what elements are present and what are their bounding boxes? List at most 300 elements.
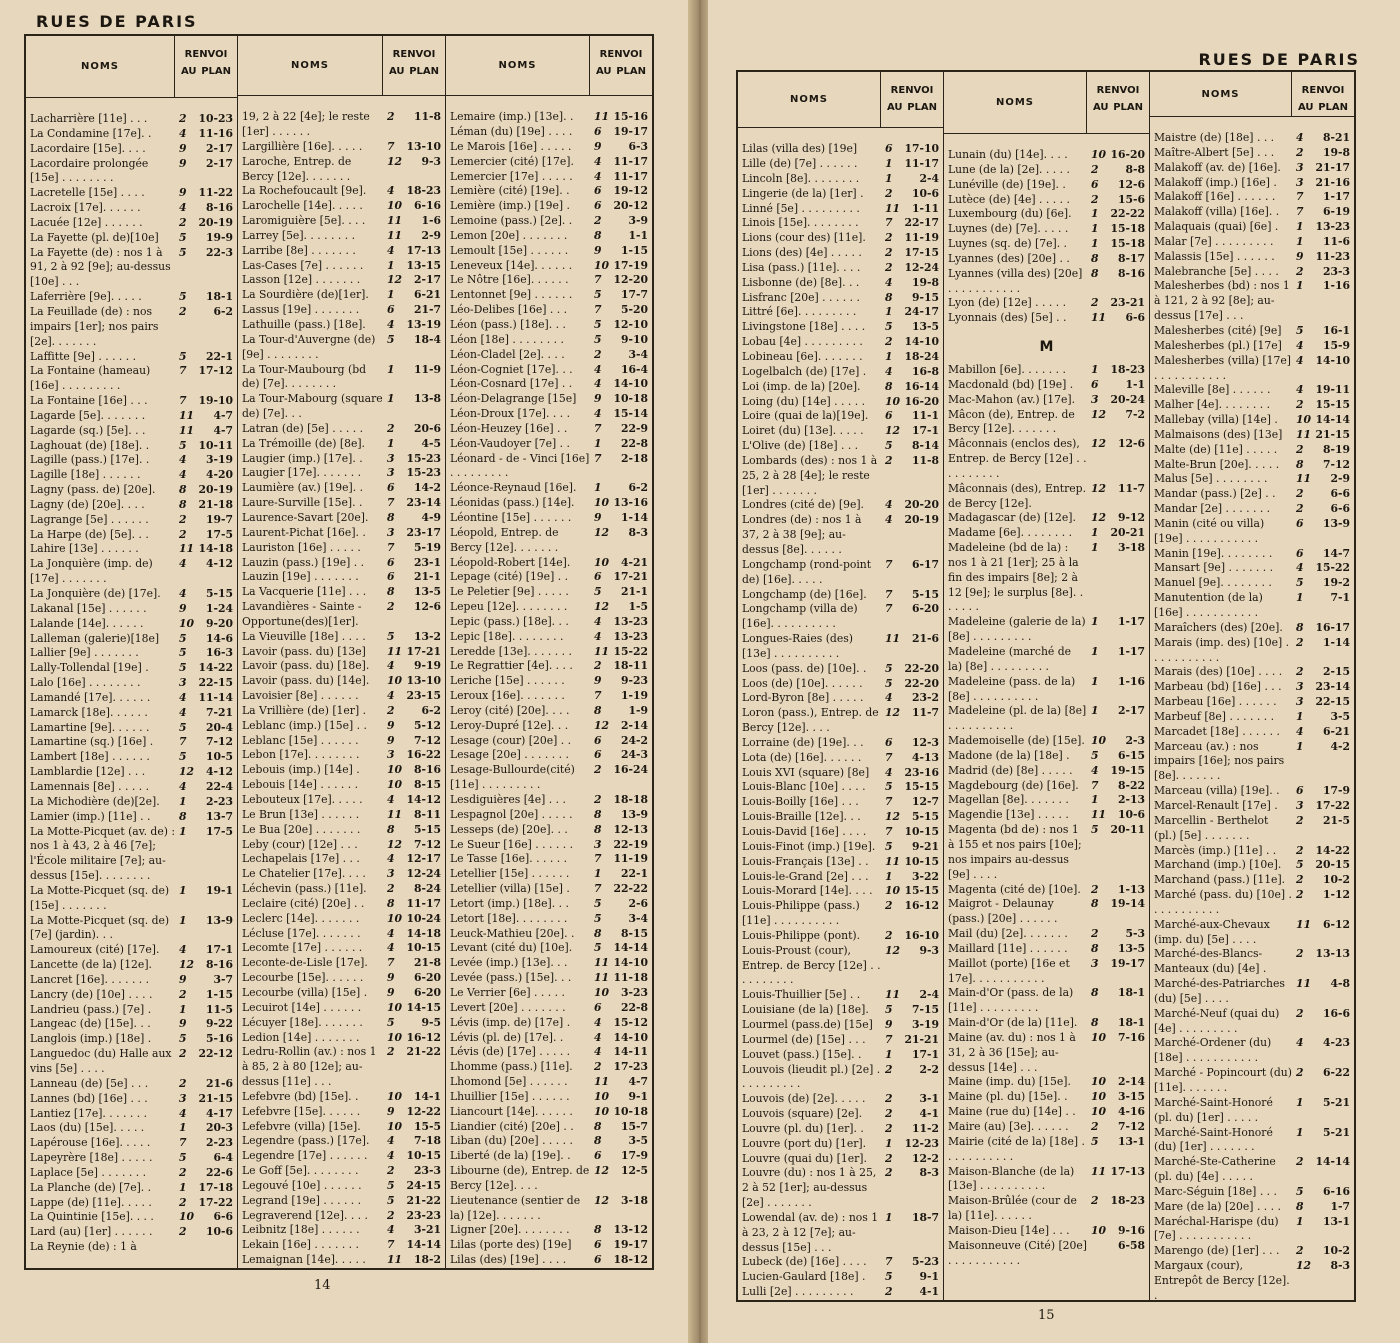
street-name: Luxembourg (du) [6e]. <box>948 207 1072 221</box>
plan-ref: 12-24 <box>904 260 939 274</box>
street-entry <box>738 662 943 677</box>
street-entry <box>1150 428 1354 443</box>
street-entry <box>238 986 445 1001</box>
arrondissement-ref: 5 <box>594 941 602 955</box>
street-entry <box>944 1194 1149 1224</box>
plan-ref: 2-18 <box>620 451 648 465</box>
plan-ref: 11-8 <box>413 110 441 124</box>
plan-ref: 5-16 <box>205 1032 233 1046</box>
plan-ref: 20-19 <box>904 513 939 527</box>
arrondissement-ref: 4 <box>387 852 395 866</box>
street-name: Marbeau (bd) [16e] . . . <box>1154 680 1282 694</box>
street-name: Loos (pass. de) [10e]. . <box>742 661 867 675</box>
plan-ref: 2-13 <box>1117 793 1145 807</box>
plan-ref: 6-15 <box>1117 748 1145 762</box>
street-name: Malebranche [5e] . . . . <box>1154 264 1279 278</box>
arrondissement-ref: 1 <box>885 305 893 319</box>
street-entry <box>1150 695 1354 710</box>
header-renvoi <box>881 72 943 127</box>
plan-ref: 12-6 <box>413 600 441 614</box>
plan-ref: 18-2 <box>413 1253 441 1267</box>
street-name: Léonidas (pass.) [14e]. <box>450 496 575 510</box>
page-number: 15 <box>1038 1308 1055 1323</box>
street-entry <box>1150 265 1354 280</box>
street-name: Leconte-de-Lisle [17e]. <box>242 956 368 970</box>
plan-ref: 13-16 <box>613 496 648 510</box>
plan-ref: 22-12 <box>198 1047 233 1061</box>
street-entry <box>446 1075 652 1090</box>
street-name: Lancret [16e]. . . . . . . <box>30 972 150 986</box>
header-plan: PLAN <box>201 66 231 77</box>
street-entry <box>1150 665 1354 680</box>
street-name: Lamblardie [12e] . . . <box>30 765 146 779</box>
street-name: Lourmel (de) [15e] . . . <box>742 1032 866 1046</box>
street-name: Léon-Cogniet [17e]. . . <box>450 362 573 376</box>
plan-ref: 14-14 <box>406 1238 441 1252</box>
plan-ref: 23-1 <box>413 555 441 569</box>
arrondissement-ref: 10 <box>387 778 403 792</box>
plan-ref: 9-3 <box>919 943 939 957</box>
plan-ref: 5-21 <box>1322 1125 1350 1139</box>
arrondissement-ref: 7 <box>885 795 893 809</box>
arrondissement-ref: 5 <box>179 438 187 452</box>
street-entry <box>446 377 652 392</box>
street-name: Lassus [19e] . . . . . . . <box>242 303 360 317</box>
street-entry <box>446 556 652 571</box>
street-name: Londres (de) : nos 1 à 37, 2 à 38 [9e]; au-dessus [8e]. . . . . . <box>742 513 862 556</box>
plan-ref: 21-16 <box>1315 175 1350 189</box>
plan-ref: 10-24 <box>406 911 441 925</box>
arrondissement-ref: 5 <box>1091 1134 1099 1148</box>
street-name: Lefebvre [15e]. . . . . . <box>242 1104 361 1118</box>
street-entry <box>26 1032 237 1047</box>
street-name: La Fayette (de) : nos 1 à 91, 2 à 92 [9e]; au-dessus [10e] . . . <box>30 245 171 289</box>
plan-ref: 7-1 <box>1330 591 1350 605</box>
street-entry <box>738 944 943 989</box>
street-name: Leriche [15e] . . . . . . <box>450 674 565 688</box>
arrondissement-ref: 3 <box>1296 695 1304 709</box>
plan-ref: 19-12 <box>613 184 648 198</box>
plan-ref: 23-15 <box>406 689 441 703</box>
plan-ref: 11-1 <box>911 409 939 423</box>
plan-ref: 17-9 <box>620 1149 648 1163</box>
plan-ref: 10-15 <box>904 854 939 868</box>
street-name: Marbeau [16e] . . . . . . <box>1154 695 1277 709</box>
street-entry <box>238 541 445 556</box>
plan-ref: 4-20 <box>205 468 233 482</box>
plan-ref: 16-17 <box>1315 620 1350 634</box>
plan-ref: 4-9 <box>421 510 441 524</box>
street-entry <box>446 1223 652 1238</box>
plan-ref: 4-8 <box>1330 977 1350 991</box>
arrondissement-ref: 4 <box>387 243 395 257</box>
street-entry <box>26 825 237 884</box>
street-name: Logelbalch (de) [17e] . <box>742 364 867 378</box>
plan-ref: 21-6 <box>911 632 939 646</box>
arrondissement-ref: 11 <box>1296 472 1312 486</box>
plan-ref: 20-15 <box>1315 858 1350 872</box>
street-entry <box>944 148 1149 163</box>
plan-ref: 11-22 <box>198 186 233 200</box>
plan-ref: 12-3 <box>911 735 939 749</box>
street-entry <box>26 350 237 365</box>
plan-ref: 13-1 <box>1322 1214 1350 1228</box>
arrondissement-ref: 2 <box>885 1062 893 1076</box>
arrondissement-ref: 4 <box>179 705 187 719</box>
street-entry <box>1150 235 1354 250</box>
header-renvoi-label: RENVOI <box>1301 85 1345 96</box>
street-name: Lavoir (pass. du) [18e]. <box>242 659 370 673</box>
arrondissement-ref: 8 <box>179 483 187 497</box>
street-name: Lagarde (sq.) [5e]. . . <box>30 423 146 437</box>
street-entry <box>446 244 652 259</box>
plan-ref: 22-4 <box>205 779 233 793</box>
arrondissement-ref: 8 <box>1296 1199 1304 1213</box>
arrondissement-ref: 1 <box>1091 541 1099 555</box>
arrondissement-ref: 4 <box>387 1134 395 1148</box>
plan-ref: 3-1 <box>919 1092 939 1106</box>
arrondissement-ref: 9 <box>387 971 395 985</box>
street-entry <box>26 884 237 914</box>
street-entry <box>944 675 1149 705</box>
street-entry <box>944 163 1149 178</box>
street-entry <box>738 1255 943 1270</box>
street-name: Lemoine (pass.) [2e]. . <box>450 214 573 228</box>
plan-ref: 11-6 <box>1322 234 1350 248</box>
plan-ref: 12-13 <box>613 822 648 836</box>
street-entry <box>738 1107 943 1122</box>
arrondissement-ref: 2 <box>387 1045 395 1059</box>
street-name: La Vacquerie [11e] . . . <box>242 585 367 599</box>
plan-ref: 14-6 <box>205 631 233 645</box>
plan-ref: 19-9 <box>205 230 233 244</box>
street-entry <box>26 364 237 394</box>
header-noms: NOMS <box>738 72 881 127</box>
street-entry <box>26 617 237 632</box>
street-entry <box>238 719 445 734</box>
plan-ref: 8-3 <box>628 525 648 539</box>
plan-ref: 15-18 <box>1110 237 1145 251</box>
street-name: Marcel-Renault [17e] . <box>1154 798 1278 812</box>
arrondissement-ref: 6 <box>1091 177 1099 191</box>
plan-ref: 16-20 <box>904 394 939 408</box>
plan-ref: 15-14 <box>613 407 648 421</box>
plan-ref: 8-8 <box>1125 162 1145 176</box>
plan-ref: 15-5 <box>413 1119 441 1133</box>
street-name: Marché-Ordener (du) [18e] . . . . . . . . . . . <box>1154 1036 1272 1065</box>
plan-ref: 5-3 <box>1125 927 1145 941</box>
plan-ref: 1-17 <box>1322 190 1350 204</box>
street-entry <box>446 971 652 986</box>
plan-ref: 4-2 <box>1330 739 1350 753</box>
street-name: Larribe [8e] . . . . . . . <box>242 243 356 257</box>
plan-ref: 7-16 <box>1117 1030 1145 1044</box>
street-entry <box>238 956 445 971</box>
arrondissement-ref: 12 <box>1296 1259 1312 1273</box>
arrondissement-ref: 1 <box>179 1180 187 1194</box>
arrondissement-ref: 7 <box>387 139 395 153</box>
street-name: La Fayette (pl. de)[10e] <box>30 230 159 244</box>
street-entry <box>738 795 943 810</box>
street-name: Léon (pass.) [18e]. . . <box>450 318 566 331</box>
plan-ref: 15-7 <box>620 1119 648 1133</box>
street-name: Leibnitz [18e] . . . . . . <box>242 1223 360 1237</box>
street-name: Magdebourg (de) [16e]. <box>948 778 1079 792</box>
street-entry <box>26 1107 237 1122</box>
street-entry <box>238 184 445 199</box>
street-entry <box>1150 161 1354 176</box>
plan-ref: 1-16 <box>1117 674 1145 688</box>
street-name: Lowendal (av. de) : nos 1 à 23, 2 à 12 [7e]; au-dessus [15e] . . . <box>742 1210 879 1254</box>
street-entry <box>1150 1096 1354 1126</box>
plan-ref: 13-5 <box>911 320 939 334</box>
street-entry <box>446 259 652 274</box>
plan-ref: 8-22 <box>1117 778 1145 792</box>
street-name: Mâconnais (enclos des), Entrep. de Bercy [12e] . . . . . . . . . . <box>948 437 1087 480</box>
plan-ref: 18-1 <box>1117 1016 1145 1030</box>
arrondissement-ref: 1 <box>179 1121 187 1135</box>
street-entry <box>944 207 1149 222</box>
arrondissement-ref: 8 <box>594 807 602 821</box>
street-entry <box>446 229 652 244</box>
plan-ref: 17-5 <box>205 824 233 838</box>
street-entry <box>944 178 1149 193</box>
street-name: Madame [6e]. . . . . . . . <box>948 526 1073 540</box>
street-name: Lunéville (de) [19e]. . <box>948 177 1066 191</box>
street-entry <box>26 305 237 350</box>
street-entry <box>446 1134 652 1149</box>
plan-ref: 14-1 <box>413 1089 441 1103</box>
street-name: Manin [19e]. . . . . . . . <box>1154 546 1273 560</box>
street-name: La Tour-Maubourg (bd de) [7e]. . . . . . . . <box>242 362 367 391</box>
plan-ref: 6-6 <box>1125 311 1145 325</box>
street-entry <box>738 231 943 246</box>
plan-ref: 11-16 <box>198 126 233 140</box>
plan-ref: 11-14 <box>198 690 233 704</box>
arrondissement-ref: 1 <box>885 350 893 363</box>
arrondissement-ref: 9 <box>387 985 395 999</box>
arrondissement-ref: 1 <box>885 1210 893 1224</box>
arrondissement-ref: 3 <box>387 451 395 465</box>
plan-ref: 18-23 <box>1110 1194 1145 1208</box>
arrondissement-ref: 2 <box>1091 927 1099 941</box>
plan-ref: 10-11 <box>198 438 233 452</box>
street-entry <box>238 1031 445 1046</box>
street-name: Le Chatelier [17e]. . . . <box>242 867 366 881</box>
street-name: Lebouis [14e] . . . . . . <box>242 778 359 792</box>
plan-ref: 18-23 <box>1110 362 1145 376</box>
street-name: Lekain [16e] . . . . . . . <box>242 1238 359 1252</box>
street-entry <box>738 1285 943 1300</box>
street-entry <box>1150 383 1354 398</box>
street-name: Lyannes (villa des) [20e] . . . . . . . . . . . <box>948 266 1083 295</box>
plan-ref: 2-17 <box>205 141 233 155</box>
street-entry <box>944 1120 1149 1135</box>
plan-ref: 9-23 <box>620 674 648 688</box>
arrondissement-ref: 5 <box>179 1032 187 1046</box>
plan-ref: 6-6 <box>1330 487 1350 501</box>
arrondissement-ref: 8 <box>885 290 893 304</box>
plan-ref: 11-17 <box>613 154 648 168</box>
arrondissement-ref: 4 <box>1091 763 1099 777</box>
plan-ref: 17-5 <box>205 527 233 541</box>
street-entry <box>26 231 237 246</box>
street-name: Le Peletier [9e] . . . . . <box>450 585 569 599</box>
street-entry <box>738 1122 943 1137</box>
street-name: Lilas (villa des) [19e] <box>742 142 858 156</box>
plan-ref: 16-6 <box>1322 1006 1350 1020</box>
street-entry <box>738 677 943 692</box>
arrondissement-ref: 1 <box>885 1136 893 1150</box>
street-name: La Tour-d'Auvergne (de) [9e] . . . . . . . . <box>242 332 376 361</box>
plan-ref: 24-17 <box>904 305 939 319</box>
street-entry <box>1150 547 1354 562</box>
arrondissement-ref: 5 <box>179 750 187 764</box>
plan-ref: 16-12 <box>904 899 939 913</box>
street-entry <box>26 795 237 810</box>
street-entry <box>446 1253 652 1268</box>
plan-ref: 13-5 <box>413 585 441 599</box>
street-entry <box>446 585 652 600</box>
arrondissement-ref: 1 <box>1091 526 1099 540</box>
street-entry <box>944 1031 1149 1076</box>
running-head: RUES DE PARIS <box>1198 50 1360 69</box>
street-name: Liban (du) [20e] . . . . . <box>450 1134 573 1148</box>
arrondissement-ref: 11 <box>594 1075 610 1089</box>
street-entry <box>738 751 943 766</box>
street-name: Landrieu (pass.) [7e] . <box>30 1002 152 1016</box>
street-name: Lemaignan [14e]. . . . . <box>242 1253 366 1267</box>
plan-ref: 14-22 <box>1315 843 1350 857</box>
arrondissement-ref: 2 <box>885 1107 893 1121</box>
plan-ref: 1-17 <box>1117 645 1145 658</box>
entry-list <box>26 98 237 1255</box>
street-entry <box>944 378 1149 393</box>
plan-ref: 14-2 <box>413 481 441 495</box>
plan-ref: 3-9 <box>628 214 648 228</box>
plan-ref: 3-21 <box>413 1223 441 1237</box>
arrondissement-ref: 5 <box>885 439 893 453</box>
street-entry <box>738 1137 943 1152</box>
arrondissement-ref: 3 <box>1091 956 1099 970</box>
street-entry <box>1150 146 1354 161</box>
plan-ref: 16-10 <box>904 928 939 942</box>
arrondissement-ref: 6 <box>1296 516 1304 530</box>
arrondissement-ref: 3 <box>387 466 395 480</box>
street-entry <box>26 127 237 142</box>
street-name: Libourne (de), Entrep. de Bercy [12e]. . . . <box>450 1164 590 1192</box>
street-name: Leblanc (imp.) [15e] . . <box>242 718 367 732</box>
street-entry <box>26 201 237 216</box>
plan-ref: 19-11 <box>1315 383 1350 397</box>
street-entry <box>26 691 237 706</box>
arrondissement-ref: 6 <box>885 409 893 423</box>
street-entry <box>446 437 652 452</box>
arrondissement-ref: 4 <box>179 1106 187 1120</box>
street-entry <box>238 466 445 481</box>
street-entry <box>26 973 237 988</box>
street-entry <box>238 244 445 259</box>
street-name: Mandar [2e] . . . . . . . <box>1154 502 1271 516</box>
plan-ref: 23-21 <box>1110 296 1145 310</box>
street-entry <box>238 1134 445 1149</box>
plan-ref: 11-17 <box>406 896 441 910</box>
street-name: La Harpe (de) [5e]. . . <box>30 527 149 541</box>
street-name: Lieutenance (sentier de la) [12e]. . . . . . . <box>450 1193 581 1222</box>
street-name: Maraîchers (des) [20e]. <box>1154 620 1283 634</box>
plan-ref: 15-6 <box>1117 192 1145 206</box>
plan-ref: 2-4 <box>919 988 939 1002</box>
street-name: Lauzin (pass.) [19e] . . <box>242 555 365 569</box>
street-name: Legouvé [10e] . . . . . . <box>242 1178 362 1192</box>
street-entry <box>738 1018 943 1033</box>
street-entry <box>446 125 652 140</box>
street-name: Legrand [19e] . . . . . . <box>242 1193 362 1207</box>
street-name: Lepic (pass.) [18e]. . . <box>450 614 569 628</box>
street-entry <box>238 867 445 882</box>
arrondissement-ref: 1 <box>594 481 602 495</box>
index-column <box>446 36 652 1268</box>
street-entry <box>26 1092 237 1107</box>
plan-ref: 11-7 <box>911 706 939 720</box>
plan-ref: 4-12 <box>205 765 233 779</box>
header-sub <box>383 63 445 80</box>
street-entry <box>446 793 652 808</box>
arrondissement-ref: 2 <box>885 246 893 260</box>
plan-ref: 6-21 <box>413 288 441 302</box>
arrondissement-ref: 1 <box>179 913 187 927</box>
plan-ref: 15-23 <box>406 451 441 465</box>
street-entry <box>446 704 652 719</box>
street-name: Lincoln [8e]. . . . . . . . <box>742 171 860 185</box>
arrondissement-ref: 4 <box>594 1030 602 1044</box>
arrondissement-ref: 12 <box>387 837 403 851</box>
plan-ref: 20-12 <box>613 199 648 213</box>
street-name: Latran (de) [5e] . . . . . <box>242 421 364 435</box>
street-entry <box>944 645 1149 675</box>
street-entry <box>238 140 445 155</box>
street-name: Manin (cité ou villa) [19e] . . . . . . . . . . . <box>1154 516 1265 545</box>
plan-ref: 10-6 <box>205 1225 233 1239</box>
plan-ref: 13-10 <box>406 674 441 688</box>
arrondissement-ref: 1 <box>1091 645 1099 658</box>
arrondissement-ref: 6 <box>1296 784 1304 798</box>
street-name: Larochelle [14e]. . . . . <box>242 199 363 213</box>
plan-ref: 21-15 <box>1315 427 1350 441</box>
street-entry <box>738 439 943 454</box>
street-entry <box>944 252 1149 267</box>
street-name: Lacuée [12e] . . . . . . <box>30 215 143 229</box>
street-name: Lubeck (de) [16e] . . . . <box>742 1255 867 1269</box>
arrondissement-ref: 5 <box>594 585 602 599</box>
street-entry <box>944 193 1149 208</box>
arrondissement-ref: 12 <box>885 810 901 824</box>
arrondissement-ref: 10 <box>885 884 901 898</box>
street-name: Liancourt [14e]. . . . . . <box>450 1104 573 1118</box>
plan-ref: 12-24 <box>406 867 441 881</box>
plan-ref: 18-7 <box>911 1210 939 1224</box>
arrondissement-ref: 4 <box>594 169 602 183</box>
arrondissement-ref: 2 <box>1296 665 1304 679</box>
street-name: L'Olive (de) [18e] . . . <box>742 439 859 453</box>
street-entry <box>238 1209 445 1224</box>
street-name: Mac-Mahon (av.) [17e]. <box>948 392 1076 406</box>
arrondissement-ref: 4 <box>885 691 893 705</box>
street-entry <box>446 333 652 348</box>
arrondissement-ref: 4 <box>387 184 395 198</box>
street-entry <box>238 734 445 749</box>
street-name: Lune (de la) [2e]. . . . . <box>948 162 1070 176</box>
